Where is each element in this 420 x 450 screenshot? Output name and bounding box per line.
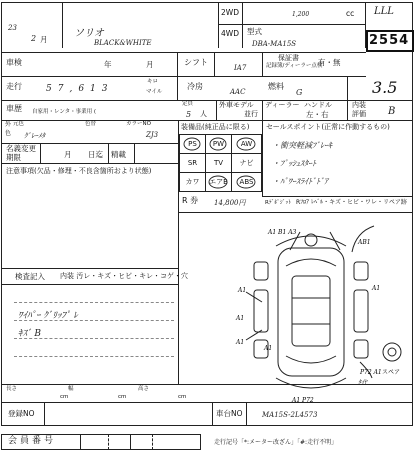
mileage-unit-mile: マイル <box>146 89 163 95</box>
interior-label2: 評価 <box>352 110 366 118</box>
lot-number: 2554 <box>369 33 410 48</box>
sales-line-3: ・ﾊﾟﾜｰｽﾗｲﾄﾞﾄﾞｱ <box>272 177 328 186</box>
mark-right2: P72 A1 <box>360 369 382 376</box>
fuel-label: 燃料 <box>268 82 284 91</box>
mileage-label: 走行 <box>6 82 22 91</box>
length-unit: cm <box>60 394 69 400</box>
equipment-header: 装備品(純正品に限る) <box>181 123 250 131</box>
equip-abs-label: ABS <box>239 178 254 186</box>
mileage-value: 57,613 <box>46 84 114 94</box>
mark-top: A1 B1 A3 <box>268 229 297 236</box>
member-label: 会員番号 <box>8 436 57 446</box>
exterior-label: 外 <box>5 121 12 128</box>
name-change-deadline: 期限 <box>6 153 21 162</box>
type-value: DBA-MA15S <box>252 40 297 48</box>
inspection-line-2: ｷｽﾞ B <box>18 329 41 339</box>
cc-unit: cc <box>346 9 355 18</box>
width-label: 幅 <box>68 386 74 392</box>
color-value: ｸﾞﾚｰﾒﾀ <box>24 132 45 140</box>
sales-line-1: ・衝突軽減ﾌﾞﾚｰｷ <box>272 141 332 150</box>
year-value: 23 <box>8 24 17 32</box>
member-cell-2 <box>108 434 109 450</box>
height-unit: cm <box>178 394 187 400</box>
equip-aw-label: AW <box>240 140 253 148</box>
inspection-label: 検査記入 <box>15 272 45 281</box>
footer-note: 走行記号「*:メーター改ざん」「#:走行不明」 <box>214 439 338 446</box>
month-unit: 月 <box>40 35 48 44</box>
colorno-label2: カラーNO <box>126 121 151 127</box>
name-change-label: 名義変更 <box>6 144 36 153</box>
shaken-month-unit: 月 <box>146 60 154 69</box>
shaken-year-unit: 年 <box>104 60 112 69</box>
r-ticket-value: 14,800円 <box>214 199 246 207</box>
reg-label: 登録NO <box>8 409 35 418</box>
color-label: 色 <box>5 130 12 137</box>
row-line-12 <box>1 402 413 403</box>
name-change-day: 日迄 <box>88 150 103 159</box>
length-label: 長さ <box>6 386 18 392</box>
member-cell-3 <box>130 434 131 450</box>
member-cell-4 <box>152 434 153 450</box>
sales-header: セールスポイント(正常に作動するもの) <box>266 123 390 131</box>
v-line-reg <box>44 402 45 426</box>
grade-value: BLACK&WHITE <box>94 39 152 47</box>
mark-tire: ﾀｲﾔ <box>358 379 368 386</box>
history-label: 車歴 <box>6 104 22 113</box>
capacity-unit: 人 <box>200 110 207 118</box>
mark-left1: A1 <box>238 287 247 294</box>
inspection-line-1: ﾜｲﾊﾟｰ ｸﾞﾘｯﾌﾟ ﾚ <box>18 311 78 321</box>
equip-leather-label: カワ <box>185 178 200 186</box>
drive-4wd: 4WD <box>221 29 239 38</box>
equip-pw-label: PW <box>212 140 225 148</box>
row-line-11 <box>1 384 413 385</box>
cc-value: 1,200 <box>292 11 310 18</box>
handle-label: ハンドル <box>304 101 332 109</box>
equip-navi-label: ナビ <box>239 159 254 167</box>
dealer-label: ディーラー <box>265 101 300 109</box>
shaken-label: 車検 <box>6 58 22 67</box>
sales-line-2: ・ﾌﾟｯｼｭｽﾀｰﾄ <box>272 159 316 168</box>
import-label: 外車モデル <box>219 101 254 109</box>
ac-label: 冷房 <box>187 82 203 91</box>
interior-value: B <box>388 106 396 117</box>
v-line-chassis2 <box>246 402 247 426</box>
mark-left3: A1 <box>236 315 245 322</box>
spare-label: スペア <box>382 369 401 376</box>
equip-airbag-label: エアB <box>209 178 228 186</box>
fuel-value: G <box>296 88 303 97</box>
type-label: 型式 <box>247 27 262 36</box>
drive-2wd: 2WD <box>221 8 239 17</box>
equip-tv-label: TV <box>213 159 224 167</box>
recycle-label: Rﾃﾞﾎﾟｼﾞｯﾄ <box>265 200 291 206</box>
chassis-value: MA15S-2L4573 <box>262 411 318 419</box>
colorno-value: ZJ3 <box>146 131 159 139</box>
v-line-chassis <box>212 402 213 426</box>
height-label: 高さ <box>138 386 150 392</box>
import-sub: 並行 <box>244 110 258 118</box>
notes-header: 注意事項(欠品・修理・不良含箇所おより状態) <box>6 167 152 175</box>
original-color-label: 元色 <box>13 121 25 127</box>
corner-mark: LLL <box>374 6 394 17</box>
mark-ab1: AB1 <box>358 239 371 246</box>
warranty-label: 保証書 <box>278 54 299 62</box>
shift-label: シフト <box>184 58 208 67</box>
mileage-unit-km: キロ <box>147 79 159 85</box>
mark-rear: A1 P72 <box>292 397 314 404</box>
equip-sr-label: SR <box>187 159 198 167</box>
width-unit: cm <box>118 394 127 400</box>
colorno-label: 色替 <box>85 121 97 127</box>
score-value: 3.5 <box>372 78 398 97</box>
mark-right1: A1 <box>372 285 381 292</box>
equip-ps-label: PS <box>188 140 197 148</box>
mark-left2: A1 <box>236 339 245 346</box>
capacity-label: 定員 <box>182 101 194 107</box>
history-options: 自家用・レンタ・事業用 ( <box>32 109 97 115</box>
handle-options: 左・右 <box>306 110 329 119</box>
name-change-seal: 精載 <box>111 150 126 159</box>
month-value: 2 <box>31 34 37 43</box>
capacity-value: 5 <box>186 110 192 119</box>
ac-value: AAC <box>230 88 246 96</box>
inspection-tags: 内装 汚レ・キズ・ヒビ・キレ・コゲ・穴 <box>60 272 189 280</box>
member-cell-1 <box>80 434 81 450</box>
model-value: ソリオ <box>74 28 104 39</box>
chassis-label: 車台NO <box>216 409 243 418</box>
interior-label: 内装 <box>352 101 366 109</box>
diagram-legend: Rﾌﾛｱ ﾚﾍﾞﾙ・キズ・ヒビ・ワレ・リペア跡 <box>296 199 407 206</box>
warranty-options: 有・無 <box>318 58 341 67</box>
mark-left4: A1 <box>264 345 273 352</box>
warranty-sub: 記録簿/ディーラー点検 <box>266 63 323 69</box>
name-change-month: 月 <box>64 150 72 159</box>
shift-value: IA7 <box>234 64 247 72</box>
r-ticket-label: R 券 <box>182 196 199 205</box>
